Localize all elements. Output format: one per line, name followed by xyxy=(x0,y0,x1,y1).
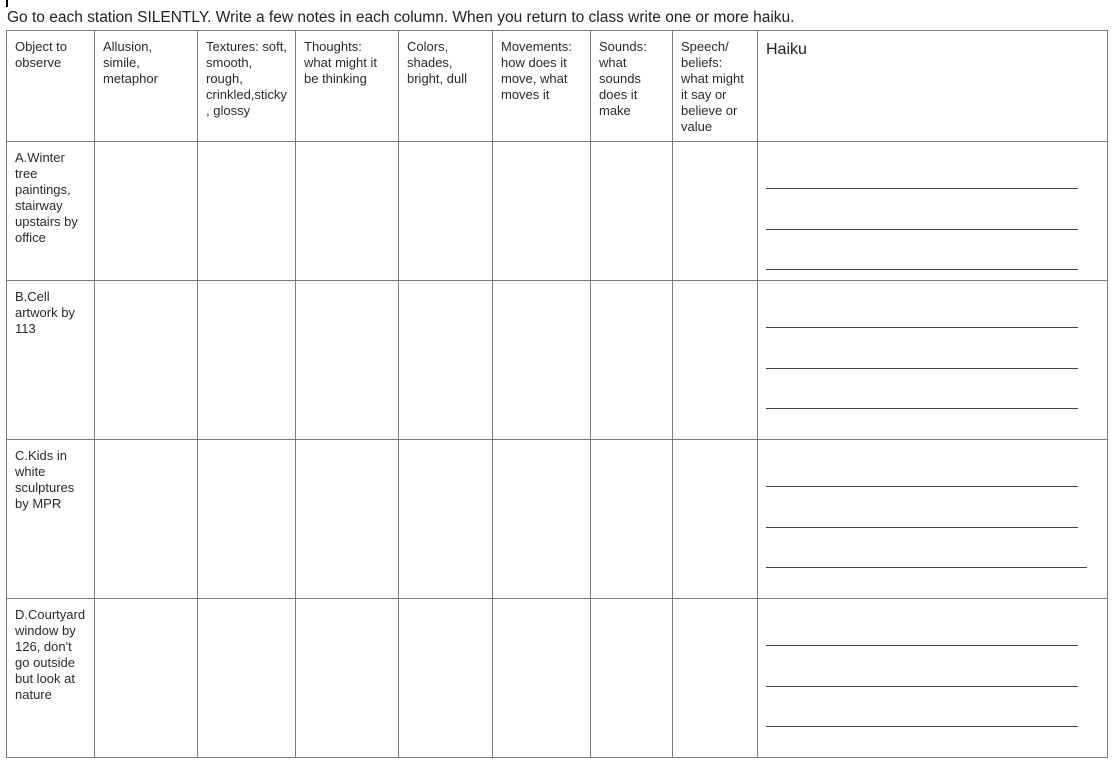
header-row xyxy=(7,31,1108,142)
note-cell-allusion[interactable] xyxy=(95,281,198,440)
note-cell-thoughts[interactable] xyxy=(296,599,399,758)
note-cell-colors[interactable] xyxy=(399,440,493,599)
haiku-line[interactable] xyxy=(766,188,1078,189)
note-cell-speech[interactable] xyxy=(673,142,758,281)
note-cell-sounds[interactable] xyxy=(591,281,673,440)
station-label: C.Kids in white sculptures by MPR xyxy=(7,440,95,599)
haiku-line[interactable] xyxy=(766,567,1087,568)
note-cell-thoughts[interactable] xyxy=(296,440,399,599)
haiku-line[interactable] xyxy=(766,368,1078,369)
text-cursor-mark xyxy=(6,0,8,7)
instructions-text: Go to each station SILENTLY. Write a few notes in each column. When you return to class write one or more haiku. xyxy=(7,9,795,26)
note-cell-textures[interactable] xyxy=(198,142,296,281)
note-cell-allusion[interactable] xyxy=(95,599,198,758)
haiku-cell[interactable] xyxy=(758,599,1108,758)
note-cell-allusion[interactable] xyxy=(95,440,198,599)
note-cell-movements[interactable] xyxy=(493,281,591,440)
note-cell-thoughts[interactable] xyxy=(296,142,399,281)
header-textures: Textures: soft, smooth, rough, crinkled,sticky, glossy xyxy=(198,31,296,142)
header-thoughts: Thoughts: what might it be thinking xyxy=(296,31,399,142)
station-row-b xyxy=(7,281,1108,440)
observation-worksheet-table xyxy=(6,30,1108,758)
station-label: B.Cell artwork by 113 xyxy=(7,281,95,440)
haiku-line[interactable] xyxy=(766,527,1078,528)
haiku-cell[interactable] xyxy=(758,440,1108,599)
haiku-cell[interactable] xyxy=(758,281,1108,440)
haiku-line[interactable] xyxy=(766,408,1078,409)
note-cell-movements[interactable] xyxy=(493,440,591,599)
note-cell-textures[interactable] xyxy=(198,440,296,599)
header-object: Object to observe xyxy=(7,31,95,142)
header-movements: Movements: how does it move, what moves it xyxy=(493,31,591,142)
station-label: D.Courtyard window by 126, don't go outside but look at nature xyxy=(7,599,95,758)
haiku-line[interactable] xyxy=(766,486,1078,487)
station-row-a xyxy=(7,142,1108,281)
note-cell-movements[interactable] xyxy=(493,142,591,281)
note-cell-sounds[interactable] xyxy=(591,142,673,281)
note-cell-colors[interactable] xyxy=(399,142,493,281)
note-cell-textures[interactable] xyxy=(198,281,296,440)
note-cell-colors[interactable] xyxy=(399,281,493,440)
haiku-line[interactable] xyxy=(766,229,1078,230)
haiku-line[interactable] xyxy=(766,726,1078,727)
station-row-d xyxy=(7,599,1108,758)
header-allusion: Allusion, simile, metaphor xyxy=(95,31,198,142)
haiku-line[interactable] xyxy=(766,686,1078,687)
header-speech-beliefs: Speech/ beliefs: what might it say or believe or value xyxy=(673,31,758,142)
note-cell-textures[interactable] xyxy=(198,599,296,758)
station-label: A.Winter tree paintings, stairway upstairs by office xyxy=(7,142,95,281)
note-cell-thoughts[interactable] xyxy=(296,281,399,440)
note-cell-allusion[interactable] xyxy=(95,142,198,281)
header-sounds: Sounds: what sounds does it make xyxy=(591,31,673,142)
haiku-line[interactable] xyxy=(766,327,1078,328)
note-cell-sounds[interactable] xyxy=(591,599,673,758)
haiku-cell[interactable] xyxy=(758,142,1108,281)
note-cell-speech[interactable] xyxy=(673,599,758,758)
haiku-line[interactable] xyxy=(766,269,1078,270)
haiku-line[interactable] xyxy=(766,645,1078,646)
station-row-c xyxy=(7,440,1108,599)
note-cell-sounds[interactable] xyxy=(591,440,673,599)
note-cell-colors[interactable] xyxy=(399,599,493,758)
header-haiku: Haiku xyxy=(758,31,1108,142)
note-cell-speech[interactable] xyxy=(673,440,758,599)
note-cell-movements[interactable] xyxy=(493,599,591,758)
note-cell-speech[interactable] xyxy=(673,281,758,440)
header-colors: Colors, shades, bright, dull xyxy=(399,31,493,142)
